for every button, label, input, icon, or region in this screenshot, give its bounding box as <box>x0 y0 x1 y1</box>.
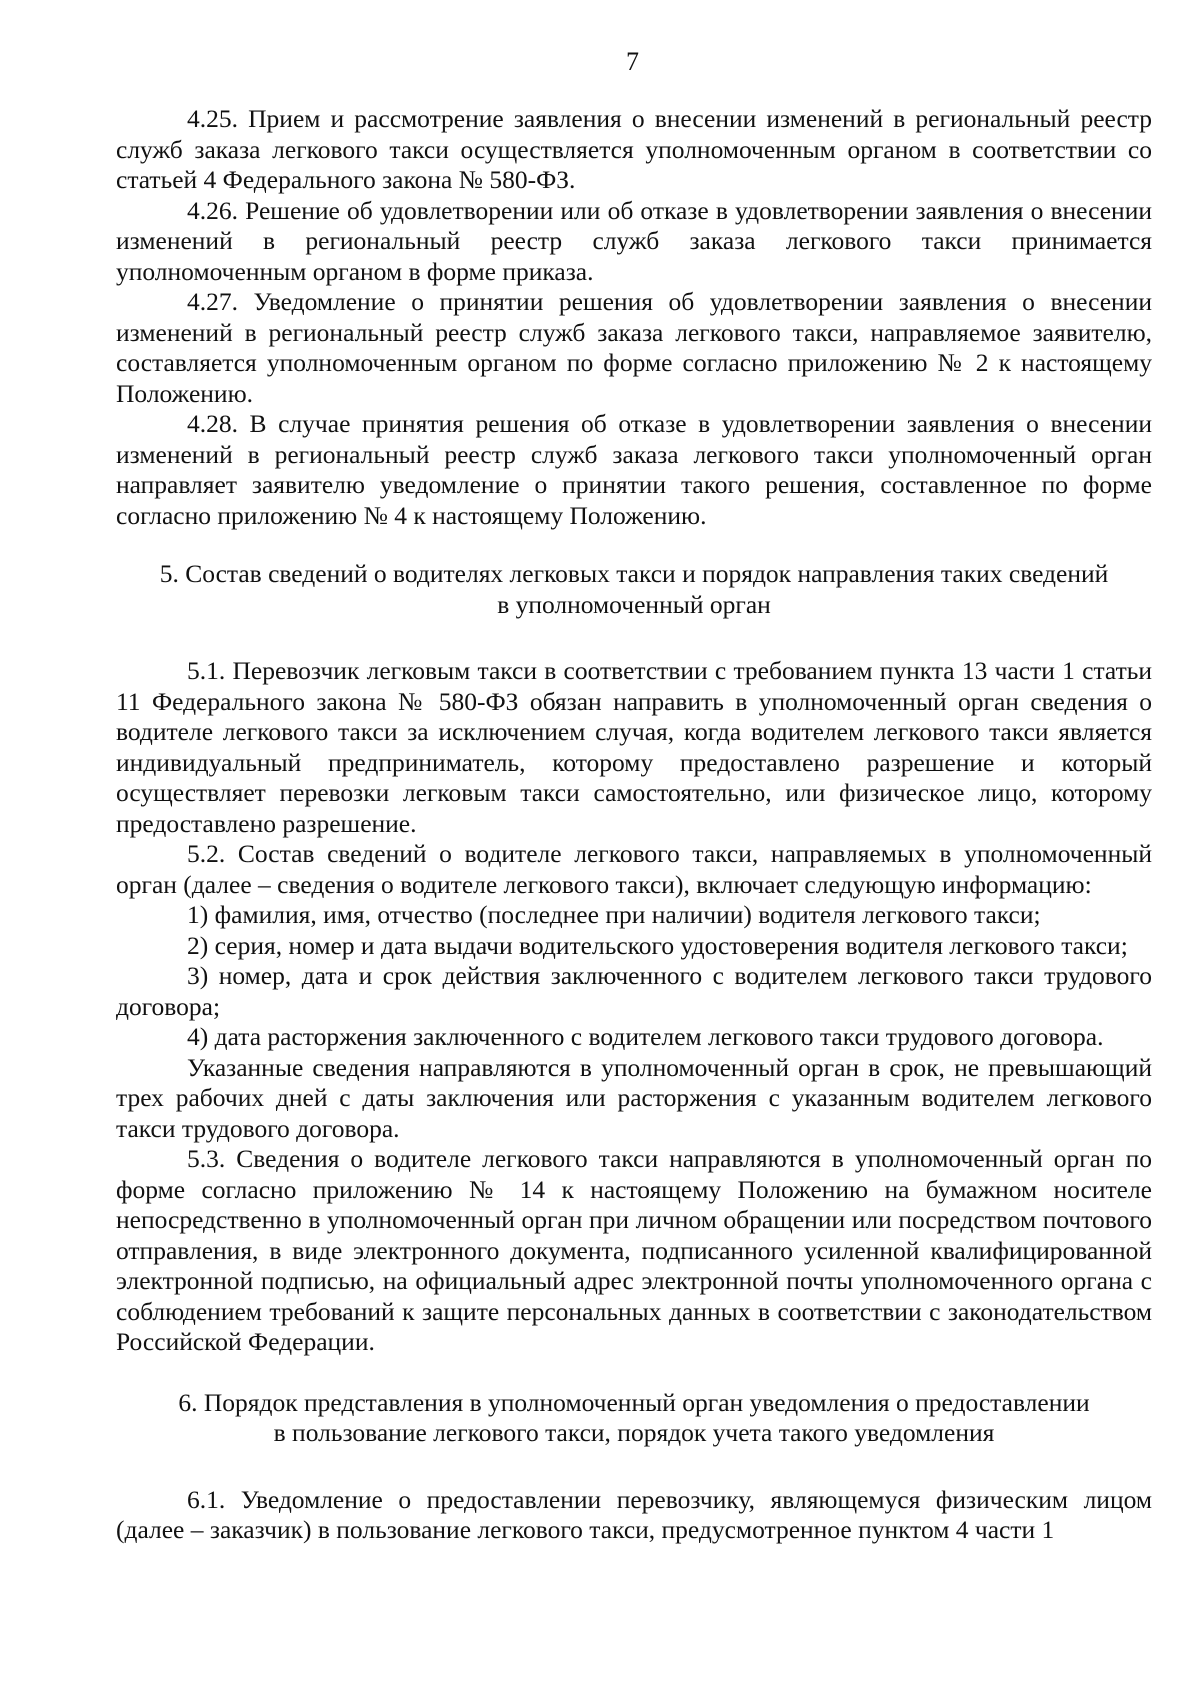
list-item-5-2-3: 3) номер, дата и срок действия заключенного с водителем легкового такси трудового договора; <box>116 961 1152 1021</box>
paragraph-4-27: 4.27. Уведомление о принятии решения об удовлетворении заявления о внесении изменений в региональный реестр служб заказа легкового такси, направляемое заявителю, составляется уполномоченным органом по форме согласно приложению № 2 к настоящему Положению. <box>116 287 1152 408</box>
paragraph-5-1: 5.1. Перевозчик легковым такси в соответствии с требованием пункта 13 части 1 статьи 11 Федерального закона № 580-ФЗ обязан направить в уполномоченный орган сведения о водителе легкового такси за исключением случая, когда водителем легкового такси является индивидуальный предприниматель, которому предоставлено разрешение и который осуществляет перевозки легковым такси самостоятельно, или физическое лицо, которому предоставлено разрешение. <box>116 656 1152 838</box>
section-5-heading-line-2: в уполномоченный орган <box>497 589 771 619</box>
paragraph-4-25: 4.25. Прием и рассмотрение заявления о внесении изменений в региональный реестр служб заказа легкового такси осуществляется уполномоченным органом в соответствии со статьей 4 Федерального закона № 580-ФЗ. <box>116 104 1152 194</box>
section-6-heading <box>116 1388 1152 1449</box>
page-number: 7 <box>626 47 639 76</box>
section-6-heading-line-1: 6. Порядок представления в уполномоченный орган уведомления о предоставлении <box>178 1387 1090 1417</box>
paragraph-4-28: 4.28. В случае принятия решения об отказе в удовлетворении заявления о внесении изменений в региональный реестр служб заказа легкового такси уполномоченный орган направляет заявителю уведомление о принятии такого решения, составленное по форме согласно приложению № 4 к настоящему Положению. <box>116 409 1152 530</box>
paragraph-6-1: 6.1. Уведомление о предоставлении перевозчику, являющемуся физическим лицом (далее – заказчик) в пользование легкового такси, предусмотренное пунктом 4 части 1 <box>116 1484 1152 1544</box>
section-6-heading-line-2: в пользование легкового такси, порядок учета такого уведомления <box>273 1418 995 1447</box>
document-body <box>116 104 1152 1546</box>
section-5-heading <box>116 559 1152 620</box>
list-item-5-2-2: 2) серия, номер и дата выдачи водительского удостоверения водителя легкового такси; <box>187 930 1128 960</box>
paragraph-5-2: 5.2. Состав сведений о водителе легкового такси, направляемых в уполномоченный орган (далее – сведения о водителе легкового такси), включает следующую информацию: <box>116 839 1152 899</box>
paragraph-5-2-note: Указанные сведения направляются в уполномоченный орган в срок, не превышающий трех рабочих дней с даты заключения или расторжения с указанным водителем легкового такси трудового договора. <box>116 1052 1152 1143</box>
list-item-5-2-4: 4) дата расторжения заключенного с водителем легкового такси трудового договора. <box>187 1022 1104 1051</box>
paragraph-5-3: 5.3. Сведения о водителе легкового такси направляются в уполномоченный орган по форме согласно приложению № 14 к настоящему Положению на бумажном носителе непосредственно в уполномоченный орган при личном обращении или посредством почтового отправления, в виде электронного документа, подписанного усиленной квалифицированной электронной подписью, на официальный адрес электронной почты уполномоченного органа с соблюдением требований к защите персональных данных в соответствии с законодательством Российской Федерации. <box>116 1144 1152 1356</box>
list-item-5-2-1: 1) фамилия, имя, отчество (последнее при наличии) водителя легкового такси; <box>187 900 1041 929</box>
paragraph-4-26: 4.26. Решение об удовлетворении или об отказе в удовлетворении заявления о внесении изменений в региональный реестр служб заказа легкового такси принимается уполномоченным органом в форме приказа. <box>116 195 1152 286</box>
section-5-heading-line-1: 5. Состав сведений о водителях легковых такси и порядок направления таких сведений <box>159 559 1109 588</box>
